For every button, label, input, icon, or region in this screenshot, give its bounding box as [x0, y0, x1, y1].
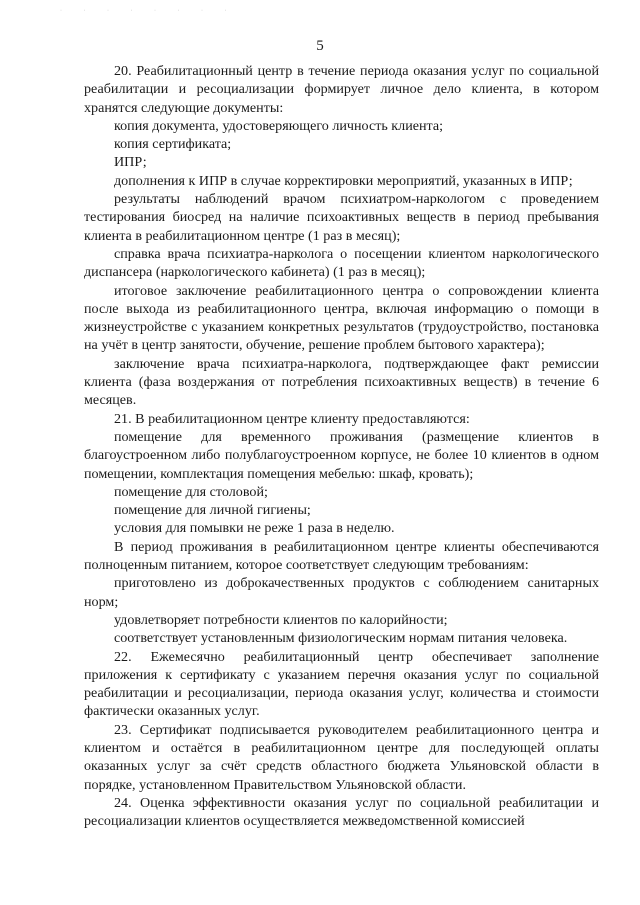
list-item-id-copy: копия документа, удостоверяющего личность клиента;	[114, 117, 444, 134]
list-item-narcologist-certificate: справка врача психиатра-нарколога о посещении клиентом наркологического диспансера (наркологического кабинета) (1 раз в месяц);	[84, 245, 599, 281]
paragraph-nutrition-intro: В период проживания в реабилитационном центре клиенты обеспечиваются полноценным питанием, которое соответствует следующим требованиям:	[84, 538, 599, 574]
list-item-ipr-additions: дополнения к ИПР в случае корректировки мероприятий, указанных в ИПР;	[114, 172, 573, 189]
list-item-calories: удовлетворяет потребности клиентов по калорийности;	[114, 611, 448, 628]
list-item-washing: условия для помывки не реже 1 раза в неделю.	[114, 520, 395, 537]
page-number: 5	[316, 38, 324, 54]
paragraph-20-intro: 20. Реабилитационный центр в течение периода оказания услуг по социальной реабилитации и ресоциализации формирует личное дело клиента, в котором хранятся следующие документы:	[84, 63, 599, 116]
list-item-certificate-copy: копия сертификата;	[114, 136, 232, 153]
scan-artifact-dots: · · · · · · · ·	[60, 8, 237, 14]
list-item-remission-conclusion: заключение врача психиатра-нарколога, подтверждающее факт ремиссии клиента (фаза воздержания от потребления психоактивных веществ) в течение 6 месяцев.	[84, 355, 599, 409]
list-item-ipr: ИПР;	[114, 154, 147, 171]
list-item-physiological-norms: соответствует установленным физиологическим нормам питания человека.	[114, 630, 568, 647]
document-body	[84, 62, 599, 830]
list-item-observation-results: результаты наблюдений врачом психиатром-наркологом с проведением тестирования биосред на наличие психоактивных веществ в период пребывания клиента в реабилитационном центре (1 раз в месяц);	[84, 191, 599, 244]
paragraph-21-intro: 21. В реабилитационном центре клиенту предоставляются:	[114, 410, 470, 427]
paragraph-24: 24. Оценка эффективности оказания услуг по социальной реабилитации и ресоциализации клиентов осуществляется межведомственной комиссией	[84, 794, 599, 830]
list-item-final-conclusion: итоговое заключение реабилитационного центра о сопровождении клиента после выхода из реабилитационного центра, включая информацию о помощи в жизнеустройстве с указанием конкретных результатов (трудоустройство, постановка на учёт в центр занятости, обучение, решение проблем бытового характера);	[84, 282, 599, 354]
list-item-dining-room: помещение для столовой;	[114, 483, 268, 500]
list-item-living-room: помещение для временного проживания (размещение клиентов в благоустроенном либо полублагоустроенном корпусе, не более 10 клиентов в одном помещении, комплектация помещения мебелью: шкаф, кровать);	[84, 428, 599, 482]
paragraph-22: 22. Ежемесячно реабилитационный центр обеспечивает заполнение приложения к сертификату с указанием перечня оказания услуг по социальной реабилитации и ресоциализации, периода оказания услуг, количества и стоимости фактически оказанных услуг.	[84, 648, 599, 720]
list-item-hygiene-room: помещение для личной гигиены;	[114, 502, 311, 519]
list-item-quality-products: приготовлено из доброкачественных продуктов с соблюдением санитарных норм;	[84, 575, 599, 610]
paragraph-23: 23. Сертификат подписывается руководителем реабилитационного центра и клиентом и остаётся в реабилитационном центре для последующей оплаты оказанных услуг за счёт средств областного бюджета Ульяновской области в порядке, установленном Правительством Ульяновской области.	[84, 721, 599, 793]
